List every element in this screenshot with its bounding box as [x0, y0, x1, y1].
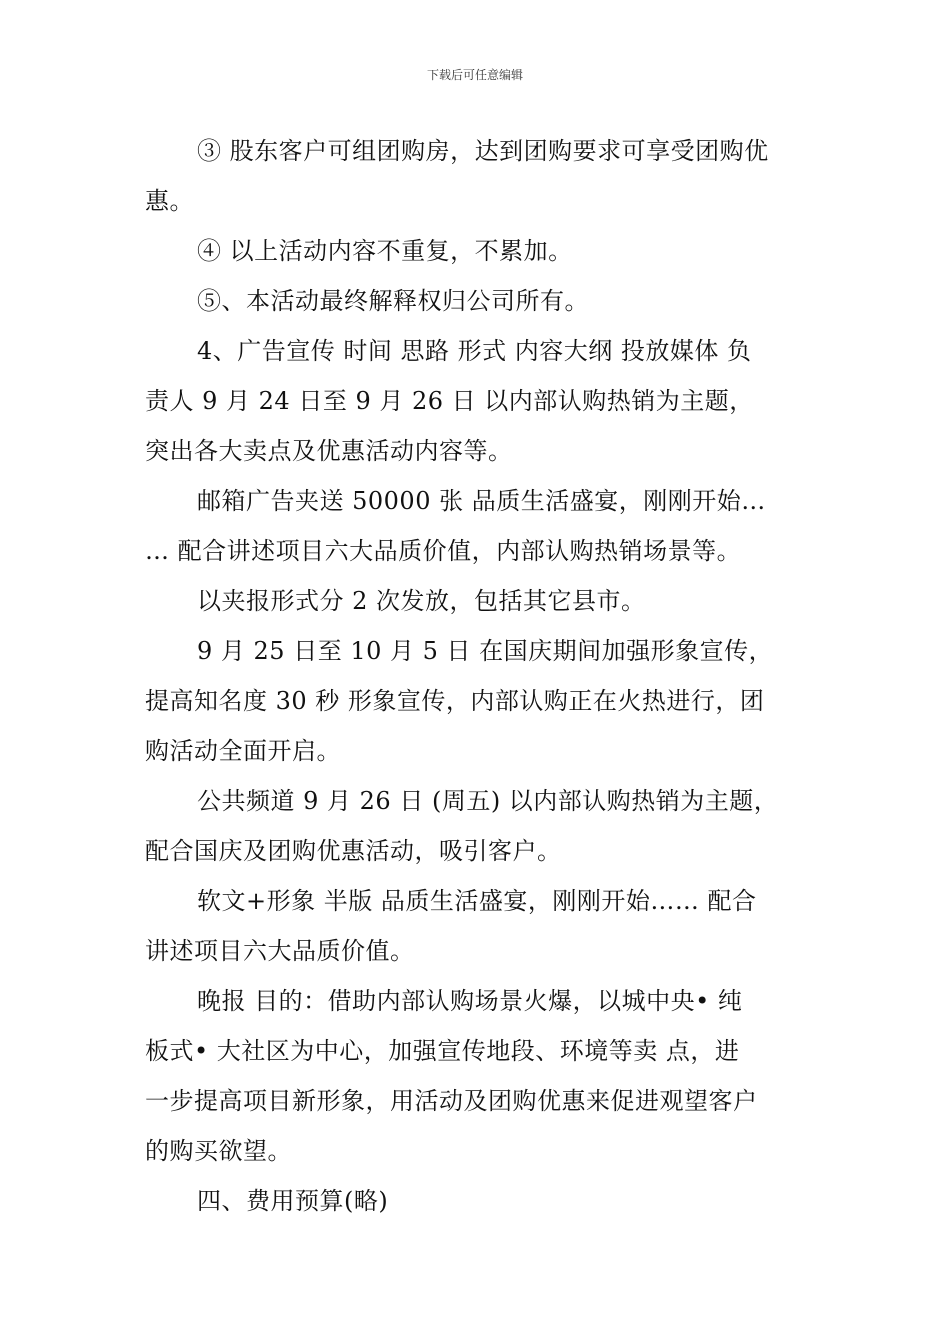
- page-header-note: 下载后可任意编辑: [426, 68, 523, 82]
- paragraph-line: 购活动全面开启。: [145, 737, 341, 765]
- paragraph-line: … 配合讲述项目六大品质价值，内部认购热销场景等。: [145, 537, 742, 565]
- paragraph-line: 公共频道 9 月 26 日 (周五) 以内部认购热销为主题，: [197, 787, 779, 815]
- paragraph-line: 的购买欲望。: [145, 1137, 292, 1165]
- paragraph-line: 邮箱广告夹送 50000 张 品质生活盛宴，刚刚开始…: [197, 487, 766, 515]
- paragraph-line: 板式• 大社区为中心，加强宣传地段、环境等卖 点，进: [145, 1037, 740, 1065]
- paragraph-line: 以夹报形式分 2 次发放，包括其它县市。: [197, 587, 646, 615]
- paragraph-line: 配合国庆及团购优惠活动，吸引客户。: [145, 837, 562, 865]
- paragraph-line: ④ 以上活动内容不重复，不累加。: [197, 237, 573, 265]
- paragraph-line: 晚报 目的：借助内部认购场景火爆，以城中央• 纯: [197, 987, 743, 1015]
- paragraph-line: 惠。: [145, 187, 194, 215]
- paragraph-line: 软文+形象 半版 品质生活盛宴，刚刚开始…… 配合: [197, 887, 757, 915]
- paragraph-line: 突出各大卖点及优惠活动内容等。: [145, 437, 513, 465]
- paragraph-line: 提高知名度 30 秒 形象宣传，内部认购正在火热进行，团: [145, 687, 765, 715]
- section-heading: 四、费用预算(略): [197, 1187, 389, 1215]
- paragraph-line: ⑤、本活动最终解释权归公司所有。: [197, 287, 589, 315]
- paragraph-line: 一步提高项目新形象，用活动及团购优惠来促进观望客户: [145, 1087, 758, 1115]
- paragraph-line: 9 月 25 日至 10 月 5 日 在国庆期间加强形象宣传，: [197, 637, 774, 665]
- paragraph-line: 责人 9 月 24 日至 9 月 26 日 以内部认购热销为主题，: [145, 387, 754, 415]
- paragraph-line: ③ 股东客户可组团购房，达到团购要求可享受团购优: [197, 137, 769, 165]
- document-body: [145, 126, 825, 1226]
- paragraph-line: 讲述项目六大品质价值。: [145, 937, 415, 965]
- paragraph-line: 4、广告宣传 时间 思路 形式 内容大纲 投放媒体 负: [197, 337, 752, 365]
